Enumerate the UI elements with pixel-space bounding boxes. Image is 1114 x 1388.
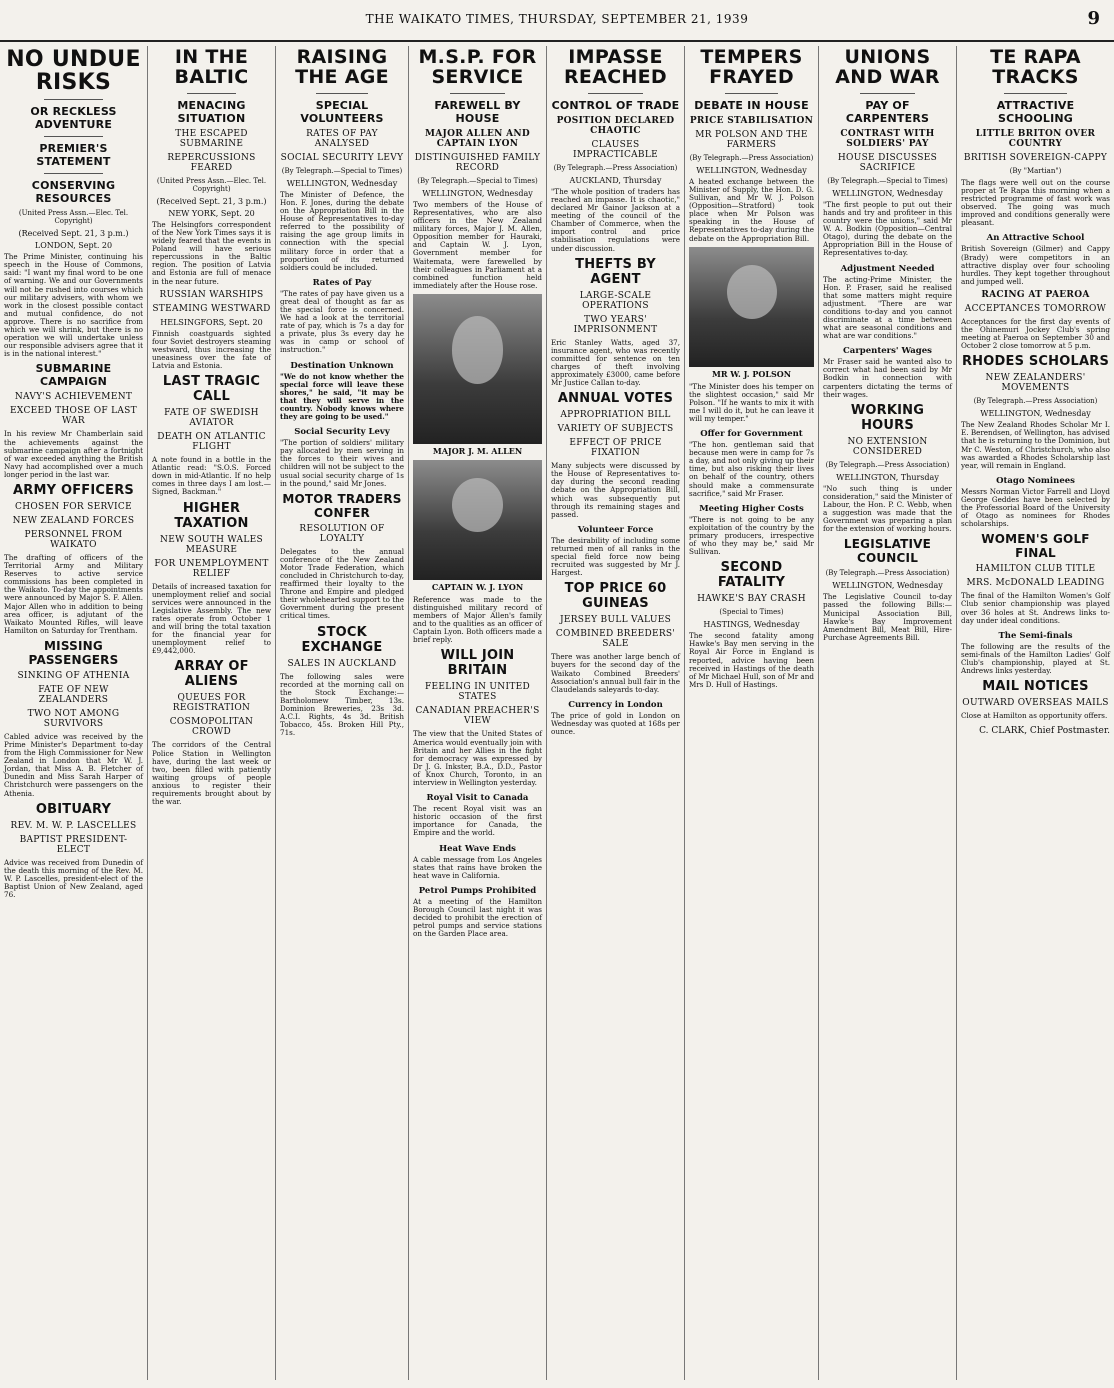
section-heading: SECOND FATALITY xyxy=(717,560,786,591)
section-subheading: EXCEED THOSE OF LAST WAR xyxy=(10,406,137,427)
article-body: The final of the Hamilton Women's Golf Club senior championship was played over 36 holes at St. Andrews links to-day under ideal conditions. xyxy=(961,591,1110,625)
masthead xyxy=(0,0,1114,42)
article-body: Close at Hamilton as opportunity offers. xyxy=(961,711,1108,721)
section-heading: Otago Nominees xyxy=(996,475,1075,486)
subheadline: CONTROL OF TRADE xyxy=(551,98,680,112)
article-body: Reference was made to the distinguished military record of members of Major Allen's family and to the qualities as an officer of Captain Lyon. Both officers made a brief reply. xyxy=(413,594,542,645)
article-body: Details of increased taxation for unemployment relief and social services were announced in the Legislative Assembly. The new rates operate from October 1 and will bring the total taxation for the financial year for unemployment relief to £9,442,000. xyxy=(152,581,271,656)
section-subheading: FEELING IN UNITED STATES xyxy=(424,682,531,703)
section-heading: LEGISLATIVE COUNCIL xyxy=(843,537,932,566)
section-subheading: COSMOPOLITAN CROWD xyxy=(169,717,254,738)
article-body: "The portion of soldiers' military pay allocated by men serving in the forces to their wives and children will not be subject to the usual social security charge of 1s in the pound," said Mr Jones. xyxy=(280,438,404,488)
article-body: The second fatality among Hawke's Bay men serving in the Royal Air Force in England is reported, advice having been received in Hastings of the death of Mr Michael Hull, son of Mr and Mrs D. Hull of Hastings. xyxy=(689,631,814,689)
section-subheading: FATE OF NEW ZEALANDERS xyxy=(38,684,109,705)
article-body: "The hon. gentleman said that because men were in camp for 7s a day, and not only giving up their time, but also risking their lives on behalf of the country, others should make a commensurate sacrifice," said Mr Fraser. xyxy=(689,440,814,498)
subheadline: SOCIAL SECURITY LEVY xyxy=(280,152,404,163)
section-subheading: NEW ZEALANDERS' MOVEMENTS xyxy=(985,373,1086,394)
subheadline: MR POLSON AND THE FARMERS xyxy=(695,129,808,150)
headline-tempers-frayed: TEMPERS FRAYED xyxy=(700,46,803,88)
section-subheading: LARGE-SCALE OPERATIONS xyxy=(579,290,652,311)
article-body: "There is not going to be any exploitation of the country by the primary producers, irrespective of who they may be," said Mr Sullivan. xyxy=(689,514,814,557)
subheadline: CLAUSES IMPRACTICABLE xyxy=(573,139,658,160)
section-heading: Rates of Pay xyxy=(312,277,372,288)
divider xyxy=(588,93,642,94)
divider xyxy=(187,93,237,94)
article-body: The Minister of Defence, the Hon. F. Jones, during the debate on the Appropriation Bill in the House of Representatives to-day referred to the possibility of raising the age group limits in connection with the special military force in order that a proportion of its returned soldiers could be included. xyxy=(280,189,404,272)
column-1 xyxy=(0,46,148,1380)
article-body: The view that the United States of America would eventually join with Britain and her Allies in the fight for democracy was expressed by Dr J. G. Inkster, B.A., D.D., Pastor of Knox Church, Toronto, in an interview in Wellington yesterday. xyxy=(413,729,542,788)
section-heading: Volunteer Force xyxy=(577,524,654,535)
signature: C. CLARK, Chief Postmaster. xyxy=(979,726,1110,737)
subheadline: REPERCUSSIONS FEARED xyxy=(167,152,256,173)
column-2 xyxy=(148,46,276,1380)
subheadline: CONSERVING RESOURCES xyxy=(31,179,116,206)
article-body: The drafting of officers of the Territorial Army and Military Reserves to active service commissions has been completed in the Waikato. To-day the appointments were announced by Major S. F. Allen. Major Allen who in addition to being area officer, is adjutant of the Waikato Mounted Rifles, will leave Hamilton on Saturday for Trentham. xyxy=(4,552,143,635)
photo-caption: CAPTAIN W. J. LYON xyxy=(431,581,524,592)
section-subheading: NEW SOUTH WALES MEASURE xyxy=(160,534,263,555)
section-subheading: TWO NOT AMONG SURVIVORS xyxy=(27,708,120,729)
column-7 xyxy=(819,46,957,1380)
article-body: Messrs Norman Victor Farrell and Lloyd George Geddes have been selected by the Professorial Board of the University of Otago as nominees for Rhodes scholarships. xyxy=(961,486,1110,529)
article-body: A heated exchange between the Minister of Supply, the Hon. D. G. Sullivan, and Mr W. J. Polson (Opposition—Stratford) took place when Mr Polson was speaking in the House of Representatives to-day during the debate on the Appropriation Bill. xyxy=(689,176,814,243)
headline-impasse-reached: IMPASSE REACHED xyxy=(563,46,667,88)
section-heading: RACING AT PAEROA xyxy=(981,289,1090,300)
article-body: The New Zealand Rhodes Scholar Mr I. E. Berendsen, of Wellington, has advised that he is returning to the Dominion, but Mr C. Weston, of Christchurch, who also was awarded a Rhodes Scholarship last year, will remain in England. xyxy=(961,420,1110,470)
section-heading: SUBMARINE CAMPAIGN xyxy=(35,362,112,389)
article-body: Acceptances for the first day events of the Ohinemuri Jockey Club's spring meeting at Paeroa on September 30 and October 2 close tomorrow at 5 p.m. xyxy=(961,316,1110,351)
section-heading: Currency in London xyxy=(568,699,663,710)
masthead-title: THE WAIKATO TIMES, THURSDAY, SEPTEMBER 21, 1939 xyxy=(365,12,749,26)
subheadline: MAJOR ALLEN AND CAPTAIN LYON xyxy=(424,128,531,149)
article-body: In his review Mr Chamberlain said the achievements against the submarine campaign after a fortnight of war exceeded anything the British Navy had accomplished over a much longer period in the last war. xyxy=(4,429,143,479)
section-heading: MOTOR TRADERS CONFER xyxy=(282,491,402,520)
article-body: Delegates to the annual conference of the New Zealand Motor Trade Federation, which concluded in Christchurch to-day, reaffirmed their loyalty to the Throne and Empire and pledged their wholehearted support to the Government during the present critical times. xyxy=(280,546,404,621)
section-heading: ARMY OFFICERS xyxy=(13,482,134,498)
article-body: "No such thing is under consideration," said the Minister of Labour, the Hon. P. C. Webb, when a suggestion was made that the Government was preparing a plan for the extension of working hours. xyxy=(823,483,952,534)
headline-no-undue-risks: NO UNDUE RISKS xyxy=(6,47,141,96)
article-body: There was another large bench of buyers for the second day of the Waikato Combined Breeders' Association's annual bull fair in the Claudelands saleyards to-day. xyxy=(551,652,680,694)
subheadline: DEBATE IN HOUSE xyxy=(694,98,809,112)
section-subheading: OUTWARD OVERSEAS MAILS xyxy=(962,698,1109,709)
section-subheading: EFFECT OF PRICE FIXATION xyxy=(569,438,662,459)
section-subheading: NAVY'S ACHIEVEMENT xyxy=(14,392,133,403)
article-body: Two members of the House of Representatives, who are also officers in the New Zealand military forces, Major J. M. Allen, Opposition member for Hauraki, and Captain W. J. Lyon, Government member for Waitemata, were farewelled by their colleagues in Parliament at a combined function held immediately after the House rose. xyxy=(413,199,542,290)
article-body: Finnish coastguards sighted four Soviet destroyers steaming westward, thus increasing the uneasiness over the fate of Latvia and Estonia. xyxy=(152,328,271,370)
byline: (By "Martian") xyxy=(1009,166,1062,175)
section-heading: MISSING PASSENGERS xyxy=(28,638,119,667)
photo-caption: MAJOR J. M. ALLEN xyxy=(432,445,523,456)
byline: (By Telegraph.—Press Association) xyxy=(825,460,950,469)
byline: (By Telegraph.—Special to Times) xyxy=(827,176,948,185)
portrait-photo-polson xyxy=(689,247,814,367)
article-body: A cable message from Los Angeles states that rains have broken the heat wave in California. xyxy=(413,854,542,880)
column-8 xyxy=(957,46,1114,1380)
article-body: Eric Stanley Watts, aged 37, insurance agent, who was recently committed for sentence on ten charges of theft involving approximately £3000, came before Mr Justice Callan to-day. xyxy=(551,337,680,388)
divider xyxy=(725,93,778,94)
subheadline: DISTINGUISHED FAMILY RECORD xyxy=(414,152,541,173)
divider xyxy=(44,99,102,100)
article-body: The corridors of the Central Police Station in Wellington have, during the last week or two, been filled with patiently waiting groups of people anxious to register their requirements brought about by the war. xyxy=(152,740,271,807)
section-subheading: SALES IN AUCKLAND xyxy=(287,658,397,669)
dateline: HASTINGS, Wednesday xyxy=(703,620,800,630)
dateline: WELLINGTON, Wednesday xyxy=(832,581,943,591)
article-body: The flags were well out on the course proper at Te Rapa this morning when a restricted programme of fast work was observed. The going was much improved and conditions generally were pleasant. xyxy=(961,177,1110,228)
article-body: The Helsingfors correspondent of the New York Times says it is widely feared that the events in Poland will have serious repercussions in the Baltic region. The position of Latvia and Estonia are full of menace in the near future. xyxy=(152,219,271,286)
section-heading: RUSSIAN WARSHIPS xyxy=(159,289,264,300)
section-subheading: CHOSEN FOR SERVICE xyxy=(15,501,132,512)
quote-box: "We do not know whether the special force will leave these shores," he said, "it may be that they will serve in the country. Nobody knows where they are going to be used." xyxy=(280,371,404,422)
headline-te-rapa-tracks: TE RAPA TRACKS xyxy=(990,46,1081,88)
article-body: The desirability of including some returned men of all ranks in the special field force now being recruited was suggested by Mr J. Hargest. xyxy=(551,535,680,578)
section-subheading: JERSEY BULL VALUES xyxy=(559,615,672,626)
subheadline: BRITISH SOVEREIGN-CAPPY xyxy=(963,152,1108,163)
article-body: British Sovereign (Gilmer) and Cappy (Brady) were competitors in an attractive display over four schooling hurdles. They kept together throughout and jumped well. xyxy=(961,244,1110,286)
section-heading: WORKING HOURS xyxy=(850,402,925,433)
dateline: HELSINGFORS, Sept. 20 xyxy=(160,317,263,327)
subheadline: PRICE STABILISATION xyxy=(689,115,814,126)
divider xyxy=(44,173,102,174)
divider xyxy=(1004,93,1067,94)
subheadline: FAREWELL BY HOUSE xyxy=(434,98,521,125)
section-subheading: SINKING OF ATHENIA xyxy=(17,670,130,681)
byline: (Special to Times) xyxy=(719,608,784,617)
column-5 xyxy=(547,46,685,1380)
section-heading: OBITUARY xyxy=(35,801,112,817)
section-heading: TOP PRICE 60 GUINEAS xyxy=(564,581,667,612)
section-subheading: REV. M. W. P. LASCELLES xyxy=(10,820,137,831)
section-heading: Heat Wave Ends xyxy=(439,843,516,854)
byline: (By Telegraph.—Press Association) xyxy=(553,163,678,172)
section-heading: Carpenters' Wages xyxy=(843,346,932,357)
portrait-photo-lyon xyxy=(413,460,542,580)
subheadline: ATTRACTIVE SCHOOLING xyxy=(996,98,1075,125)
article-body: The following sales were recorded at the morning call on the Stock Exchange:—Bartholomew Timber, 13s. Dominion Breweries, 23s 3d. A.C.I. Rights, 4s 3d. British Tobacco, 45s. Broken Hill Pty., 71s. xyxy=(280,671,404,738)
article-body: The following are the results of the semi-finals of the Hamilton Ladies' Golf Club's championship, played at St. Andrews links yesterday. xyxy=(961,641,1110,675)
subheadline: THE ESCAPED SUBMARINE xyxy=(175,128,248,149)
section-heading: LAST TRAGIC CALL xyxy=(162,374,261,405)
section-subheading: HAMILTON CLUB TITLE xyxy=(975,564,1096,575)
byline: (By Telegraph.—Press Association) xyxy=(973,397,1098,406)
article-body: "The Minister does his temper on the slightest occasion," said Mr Polson. "If he wants to mix it with me I will do it, but he can leave it will my temper." xyxy=(689,381,814,423)
divider xyxy=(44,136,102,137)
subheadline: MENACING SITUATION xyxy=(177,98,246,125)
section-heading: ARRAY OF ALIENS xyxy=(174,659,249,690)
article-body: "The first people to put out their hands and try and profiteer in this country were the unions," said Mr W. A. Bodkin (Opposition—Central Otago), during the debate on the Appropriation Bill in the House of Representatives to-day. xyxy=(823,199,952,258)
article-body: "The rates of pay have given us a great deal of thought as far as the special force is concerned. We had a look at the territorial rate of pay, which is 7s a day for a private, plus 3s every day he was in camp or school of instruction." xyxy=(280,288,404,355)
section-subheading: COMBINED BREEDERS' SALE xyxy=(555,629,676,650)
byline: (United Press Assn.—Elec. Tel. Copyright) xyxy=(156,176,267,193)
portrait-photo-allen xyxy=(413,294,542,444)
dateline: WELLINGTON, Thursday xyxy=(836,472,939,482)
section-subheading: TWO YEARS' IMPRISONMENT xyxy=(573,314,658,335)
dateline: WELLINGTON, Wednesday xyxy=(832,188,943,198)
dateline: NEW YORK, Sept. 20 xyxy=(168,208,255,218)
section-heading: WILL JOIN BRITAIN xyxy=(440,648,515,679)
dateline: LONDON, Sept. 20 xyxy=(34,241,113,251)
dateline: WELLINGTON, Wednesday xyxy=(696,165,807,175)
divider xyxy=(450,93,504,94)
article-body: A note found in a bottle in the Atlantic read: "S.O.S. Forced down in mid-Atlantic. If no help comes in three days I am lost.—Signed, Backman." xyxy=(152,455,271,497)
photo-caption: MR W. J. POLSON xyxy=(712,368,791,379)
section-subheading: MRS. McDONALD LEADING xyxy=(966,578,1105,589)
dateline: AUCKLAND, Thursday xyxy=(569,175,662,185)
section-heading: Adjustment Needed xyxy=(840,263,935,274)
byline: (By Telegraph.—Special to Times) xyxy=(281,166,403,175)
byline: (By Telegraph.—Press Association) xyxy=(825,569,950,578)
section-heading: ANNUAL VOTES xyxy=(557,391,674,407)
section-heading: MAIL NOTICES xyxy=(982,679,1089,695)
dateline: WELLINGTON, Wednesday xyxy=(286,178,398,188)
subheadline: PREMIER'S STATEMENT xyxy=(36,142,111,169)
subheadline: CONTRAST WITH SOLDIERS' PAY xyxy=(840,128,935,149)
article-body: The acting-Prime Minister, the Hon. P. Fraser, said he realised that some matters might require adjustment. "There are war conditions to-day and you cannot discriminate at a time between what are seasonal conditions and what are war conditions." xyxy=(823,274,952,341)
section-subheading: BAPTIST PRESIDENT-ELECT xyxy=(19,834,128,855)
subheadline: SPECIAL VOLUNTEERS xyxy=(300,98,384,125)
section-heading: RHODES SCHOLARS xyxy=(961,354,1110,370)
article-body: "The whole position of traders has reached an impasse. It is chaotic," declared Mr Gainor Jackson at a meeting of the council of the Chamber of Commerce, when the import control and price stabilisation regulations were under discussion. xyxy=(551,186,680,253)
subheadline: PAY OF CARPENTERS xyxy=(845,98,930,125)
article-body: The Prime Minister, continuing his speech in the House of Commons, said: "I want my final word to be one of warning. We and our Governments will not be rushed into courses which our military advisers, with whom we work in the closest possible contact and mutual confidence, do not approve. There is no sacrifice from which we will shrink, but there is no operation we will undertake unless our responsible advisers agree that it is in the national interest." xyxy=(4,252,143,359)
byline: (United Press Assn.—Elec. Tel. Copyright) xyxy=(18,209,129,226)
page-number: 9 xyxy=(1087,8,1100,29)
section-heading: WOMEN'S GOLF FINAL xyxy=(981,532,1090,561)
section-subheading: CANADIAN PREACHER'S VIEW xyxy=(415,706,540,727)
section-subheading: FOR UNEMPLOYMENT RELIEF xyxy=(154,558,269,579)
dateline: WELLINGTON, Wednesday xyxy=(422,188,533,198)
section-heading: An Attractive School xyxy=(986,233,1085,244)
section-heading: STOCK EXCHANGE xyxy=(301,624,383,655)
article-body: At a meeting of the Hamilton Borough Council last night it was decided to prohibit the erection of petrol pumps and service stations on the Garden Place area. xyxy=(413,896,542,939)
divider xyxy=(316,93,368,94)
column-4 xyxy=(409,46,547,1380)
article-body: The Legislative Council to-day passed the following Bills:—Municipal Association Bill, Hawke's Bay Improvement Amendment Bill, Meat Bill, Hire-Purchase Agreements Bill. xyxy=(823,592,952,642)
section-subheading: ACCEPTANCES TOMORROW xyxy=(964,303,1107,314)
headline-raising-the-age: RAISING THE AGE xyxy=(295,46,389,88)
headline-msp-for-service: M.S.P. FOR SERVICE xyxy=(418,46,537,88)
section-heading: Petrol Pumps Prohibited xyxy=(418,885,537,896)
section-subheading: PERSONNEL FROM WAIKATO xyxy=(24,529,123,550)
subheadline: OR RECKLESS ADVENTURE xyxy=(30,105,117,132)
section-heading: Destination Unknown xyxy=(290,360,394,371)
byline: (By Telegraph.—Special to Times) xyxy=(417,176,538,185)
column-6 xyxy=(685,46,819,1380)
received-line: (Received Sept. 21, 3 p.m.) xyxy=(156,196,267,206)
divider xyxy=(860,93,914,94)
article-body: Advice was received from Dunedin of the death this morning of the Rev. M. W. P. Lascelles, president-elect of the Baptist Union of New Zealand, aged 76. xyxy=(4,857,143,900)
subheadline: RATES OF PAY ANALYSED xyxy=(306,128,378,149)
section-heading: Royal Visit to Canada xyxy=(426,793,529,804)
column-3 xyxy=(276,46,409,1380)
subheadline: HOUSE DISCUSSES SACRIFICE xyxy=(837,152,938,173)
article-body: Mr Fraser said he wanted also to correct what had been said by Mr Bodkin in connection with carpenters dictating the terms of their wages. xyxy=(823,357,952,399)
section-subheading: FATE OF SWEDISH AVIATOR xyxy=(164,408,259,429)
section-subheading: APPROPRIATION BILL xyxy=(560,410,671,421)
section-subheading: HAWKE'S BAY CRASH xyxy=(697,594,806,605)
article-body: The recent Royal visit was an historic occasion of the first importance for Canada, the Empire and the world. xyxy=(413,804,542,838)
section-heading: Social Security Levy xyxy=(294,427,390,438)
section-heading: Offer for Government xyxy=(700,429,803,440)
article-body: The price of gold in London on Wednesday was quoted at 168s per ounce. xyxy=(551,710,680,736)
subheadline: LITTLE BRITON OVER COUNTRY xyxy=(975,128,1096,149)
dateline: WELLINGTON, Wednesday xyxy=(980,409,1091,419)
headline-unions-and-war: UNIONS AND WAR xyxy=(835,46,940,88)
section-heading: THEFTS BY AGENT xyxy=(575,256,656,287)
section-heading: The Semi-finals xyxy=(998,630,1073,641)
headline-in-the-baltic: IN THE BALTIC xyxy=(174,46,249,88)
article-body: Many subjects were discussed by the House of Representatives to-day during the second reading debate on the Appropriation Bill, which was subsequently put through its remaining stages and passed. xyxy=(551,461,680,519)
section-subheading: STEAMING WESTWARD xyxy=(152,303,271,314)
section-subheading: RESOLUTION OF LOYALTY xyxy=(299,523,385,544)
section-subheading: QUEUES FOR REGISTRATION xyxy=(172,693,251,714)
subheadline: POSITION DECLARED CHAOTIC xyxy=(556,115,675,136)
received-line: (Received Sept. 21, 3 p.m.) xyxy=(18,229,129,239)
section-heading: Meeting Higher Costs xyxy=(699,503,804,514)
byline: (By Telegraph.—Press Association) xyxy=(689,153,814,162)
section-subheading: NO EXTENSION CONSIDERED xyxy=(847,436,928,457)
section-heading: HIGHER TAXATION xyxy=(174,500,249,531)
section-subheading: VARIETY OF SUBJECTS xyxy=(557,424,674,435)
article-body: Cabled advice was received by the Prime Minister's Department to-day from the High Commissioner for New Zealand in London that Mr W. J. Jordan, that Miss A. B. Fletcher of Dunedin and Miss Sarah Harper of Christchurch were passengers on the Athenia. xyxy=(4,731,143,798)
section-subheading: DEATH ON ATLANTIC FLIGHT xyxy=(157,432,266,453)
section-subheading: NEW ZEALAND FORCES xyxy=(12,515,135,526)
